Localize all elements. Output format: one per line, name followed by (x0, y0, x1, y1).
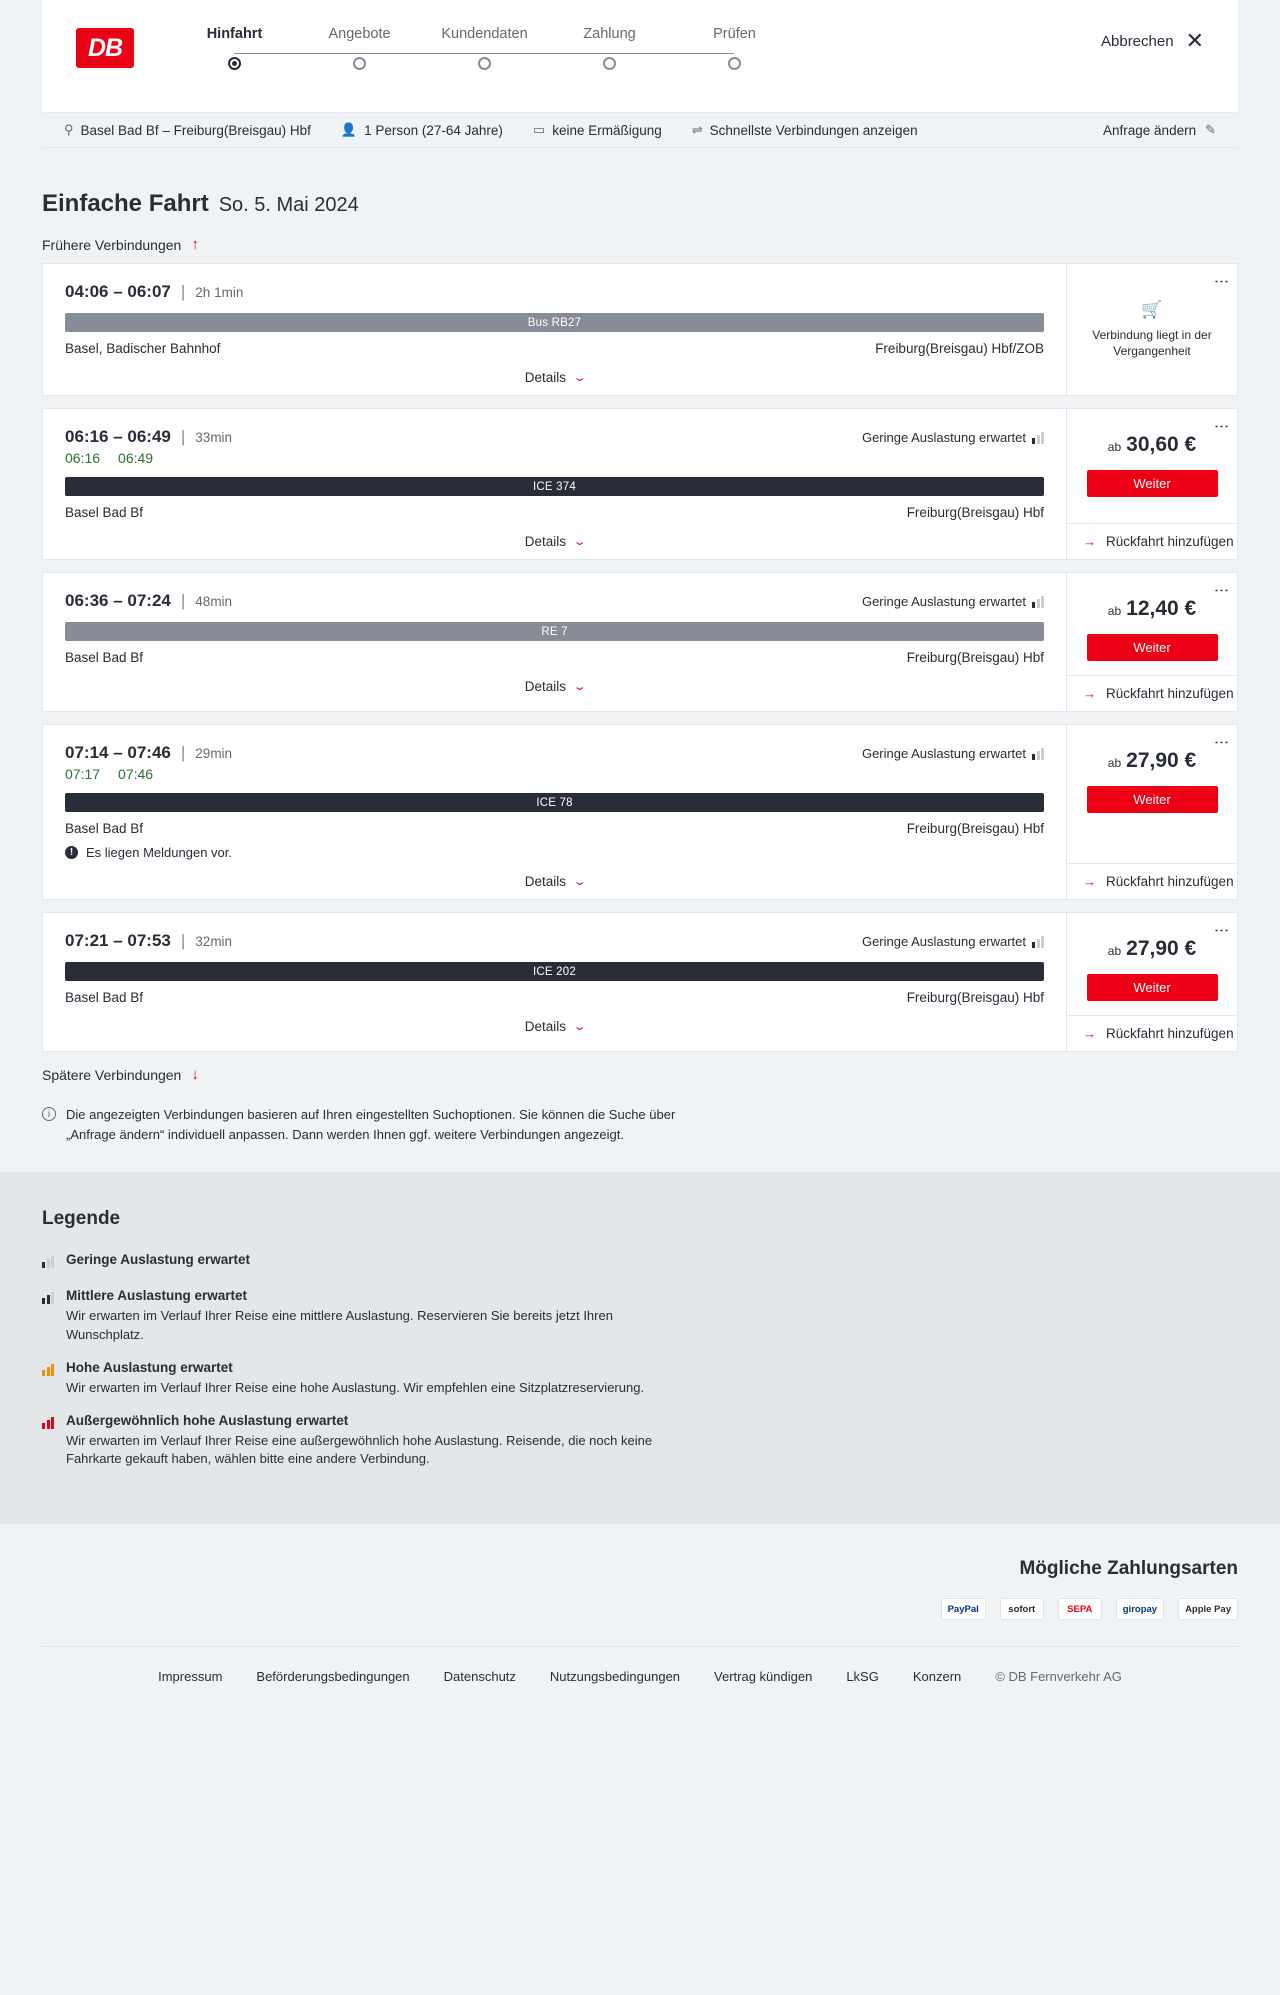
add-return-trip-button[interactable] (1067, 1015, 1237, 1051)
chevron-down-icon: ⌄ (572, 372, 587, 384)
connection-time: 06:16 – 06:49 (65, 427, 171, 446)
connection-notice-label: Es liegen Meldungen vor. (86, 845, 232, 860)
add-return-trip-label: Rückfahrt hinzufügen (1106, 874, 1234, 889)
price (1108, 433, 1196, 457)
connection-card (42, 263, 1238, 396)
destination-station: Freiburg(Breisgau) Hbf/ZOB (875, 341, 1044, 356)
add-return-trip-button[interactable] (1067, 863, 1237, 899)
page-footer (0, 1524, 1280, 1714)
destination-station: Freiburg(Breisgau) Hbf (906, 821, 1044, 836)
later-connections-label: Spätere Verbindungen (42, 1066, 182, 1083)
destination-station: Freiburg(Breisgau) Hbf (906, 505, 1044, 520)
chevron-down-icon: ⌄ (572, 1021, 587, 1033)
person-icon: 👤 (340, 122, 358, 137)
arrow-up-icon: ↑ (191, 236, 199, 253)
legend-title: Legende (42, 1208, 121, 1229)
station-row (65, 505, 1044, 520)
arrow-right-icon: → (1083, 1026, 1096, 1041)
step-hinfahrt[interactable] (172, 26, 297, 70)
details-toggle[interactable] (65, 534, 1044, 549)
legend-item-label: Hohe Auslastung erwartet (66, 1359, 233, 1375)
more-options-icon[interactable]: ⋮ (1213, 923, 1230, 938)
summary-passengers (341, 122, 503, 138)
details-toggle[interactable] (65, 370, 1044, 385)
connection-duration: 32min (195, 934, 233, 949)
connection-action-area (1067, 913, 1237, 1051)
realtime-row (65, 766, 1044, 782)
more-options-icon[interactable]: ⋮ (1213, 419, 1230, 434)
details-label: Details (524, 874, 567, 889)
origin-station: Basel Bad Bf (65, 821, 144, 836)
legend-item-desc: Wir erwarten im Verlauf Ihrer Reise eine mittlere Auslastung. Reservieren Sie bereits jetzt Ihren Wunschplatz. (66, 1308, 613, 1342)
utilisation-bars-icon (42, 1360, 54, 1398)
continue-button[interactable]: Weiter (1087, 974, 1218, 1001)
continue-button[interactable]: Weiter (1087, 634, 1218, 661)
continue-button[interactable]: Weiter (1087, 786, 1218, 813)
step-label: Hinfahrt (206, 26, 263, 42)
price-value: 30,60 € (1126, 433, 1197, 456)
realtime-row (65, 450, 1044, 466)
price (1108, 597, 1196, 621)
payment-methods (42, 1598, 1238, 1646)
step-connector (484, 53, 609, 54)
change-request-button[interactable] (1103, 122, 1216, 138)
legend-item-label: Geringe Auslastung erwartet (66, 1252, 251, 1267)
price-area (1067, 573, 1237, 675)
summary-option-label: Schnellste Verbindungen anzeigen (709, 122, 918, 138)
connection-time: 07:21 – 07:53 (65, 931, 171, 950)
legend-item-desc: Wir erwarten im Verlauf Ihrer Reise eine außergewöhnlich hohe Auslastung. Reisende, die noch keine Fahrkarte gekauft haben, wählen bitte eine andere Verbindung. (66, 1432, 653, 1467)
connection-card (42, 912, 1238, 1052)
price-value: 12,40 € (1126, 597, 1197, 620)
train-badge[interactable]: ICE 374 (65, 477, 1044, 496)
connection-card (42, 408, 1238, 560)
copyright: © DB Fernverkehr AG (995, 1669, 1122, 1685)
price-area (1067, 913, 1237, 1015)
search-summary-bar (42, 113, 1238, 148)
connection-duration: 48min (195, 594, 233, 609)
connection-action-area (1067, 725, 1237, 899)
arrow-right-icon: → (1083, 686, 1096, 701)
search-hint-text: Die angezeigten Verbindungen basieren auf Ihren eingestellten Suchoptionen. Sie können die Suche über „Anfrage ändern“ individuell anpassen. Dann werden Ihnen ggf. weitere Verbindungen angezeigt. (66, 1107, 676, 1142)
destination-station: Freiburg(Breisgau) Hbf (906, 990, 1044, 1005)
footer-link[interactable]: Datenschutz (443, 1669, 516, 1685)
details-toggle[interactable] (65, 679, 1044, 694)
connection-duration: 2h 1min (195, 285, 244, 300)
footer-link[interactable]: Vertrag kündigen (714, 1669, 813, 1685)
separator: | (180, 427, 186, 446)
earlier-connections-label: Frühere Verbindungen (42, 236, 182, 253)
step-dot-icon (728, 57, 741, 70)
cart-icon: 🛒 (1141, 299, 1163, 319)
step-label: Kundendaten (441, 26, 528, 42)
step-prüfen[interactable] (672, 26, 797, 70)
arrow-down-icon: ↓ (191, 1066, 199, 1083)
step-connector (609, 53, 734, 54)
chevron-down-icon: ⌄ (572, 876, 587, 888)
utilisation-label: Geringe Auslastung erwartet (861, 746, 1026, 761)
separator: | (180, 743, 186, 762)
payment-title: Mögliche Zahlungsarten (1019, 1558, 1238, 1580)
page-title-text: Einfache Fahrt (42, 190, 209, 217)
separator: | (180, 931, 186, 950)
price-prefix: ab (1107, 440, 1122, 454)
legend-item (42, 1360, 1238, 1398)
connection-action-area (1067, 409, 1237, 559)
legend-item-label: Mittlere Auslastung erwartet (66, 1288, 248, 1303)
more-options-icon[interactable]: ⋮ (1213, 274, 1230, 289)
location-pin-icon: ⚲ (64, 122, 74, 137)
footer-link[interactable]: LkSG (846, 1669, 879, 1685)
train-badge[interactable]: Bus RB27 (65, 313, 1044, 332)
more-options-icon[interactable]: ⋮ (1213, 583, 1230, 598)
step-dot-icon (603, 57, 616, 70)
step-kundendaten[interactable] (422, 26, 547, 70)
past-connection-note (1067, 264, 1237, 395)
change-request-label: Anfrage ändern (1103, 122, 1197, 138)
utilisation-indicator (862, 594, 1044, 609)
connection-duration: 29min (195, 746, 233, 761)
app-header (42, 0, 1238, 113)
utilisation-bars-icon (1032, 432, 1044, 444)
connection-header (65, 931, 1044, 951)
connection-time: 06:36 – 07:24 (65, 591, 171, 610)
utilisation-label: Geringe Auslastung erwartet (861, 430, 1026, 445)
connection-card (42, 724, 1238, 900)
footer-links (42, 1646, 1238, 1714)
step-connector (359, 53, 484, 54)
price (1108, 749, 1196, 773)
connection-details-area (43, 913, 1067, 1051)
separator: | (180, 282, 186, 301)
details-label: Details (524, 1019, 567, 1034)
more-options-icon[interactable]: ⋮ (1213, 735, 1230, 750)
legend-text (66, 1288, 666, 1345)
price-prefix: ab (1107, 944, 1122, 958)
utilisation-bars-icon (1032, 748, 1044, 760)
checkout-stepper (172, 26, 1101, 70)
chevron-down-icon: ⌄ (572, 536, 587, 548)
utilisation-bars-icon (42, 1252, 54, 1273)
utilisation-bars-icon (42, 1288, 54, 1345)
chevron-down-icon: ⌄ (572, 681, 587, 693)
price-prefix: ab (1107, 604, 1122, 618)
station-row (65, 650, 1044, 665)
add-return-trip-button[interactable] (1067, 675, 1237, 711)
step-label: Zahlung (583, 26, 636, 42)
payment-method-paypal: PayPal (941, 1598, 986, 1620)
utilisation-indicator (862, 430, 1044, 445)
footer-link[interactable]: Beförderungsbedingungen (256, 1669, 410, 1685)
payment-method-applepay: Apple Pay (1178, 1598, 1238, 1620)
realtime-departure: 07:17 (65, 766, 101, 782)
past-connection-text: Verbindung liegt in der Vergangenheit (1092, 327, 1212, 358)
step-dot-icon (353, 57, 366, 70)
page-title-date: So. 5. Mai 2024 (218, 194, 359, 216)
legend-text (66, 1413, 666, 1470)
footer-link[interactable]: Konzern (912, 1669, 962, 1685)
payment-method-sofort: sofort (1000, 1598, 1044, 1620)
price (1108, 937, 1196, 961)
price-prefix: ab (1107, 756, 1122, 770)
connection-time: 07:14 – 07:46 (65, 743, 171, 762)
train-badge[interactable]: ICE 78 (65, 793, 1044, 812)
payment-method-giropay: giropay (1116, 1598, 1164, 1620)
legend-item-label: Außergewöhnlich hohe Auslastung erwartet (66, 1412, 349, 1428)
legend-text (66, 1252, 250, 1273)
train-badge[interactable]: RE 7 (65, 622, 1044, 641)
legend-list (42, 1252, 1238, 1469)
destination-station: Freiburg(Breisgau) Hbf (906, 650, 1044, 665)
search-hint (42, 1105, 682, 1144)
details-label: Details (524, 534, 567, 549)
step-label: Prüfen (713, 26, 756, 42)
connection-details-area (43, 264, 1067, 395)
origin-station: Basel Bad Bf (65, 650, 144, 665)
warning-icon: ! (65, 846, 78, 859)
add-return-trip-label: Rückfahrt hinzufügen (1106, 686, 1234, 701)
later-connections-button[interactable] (42, 1066, 1238, 1083)
station-row (65, 341, 1044, 356)
connection-details-area (43, 725, 1067, 899)
origin-station: Basel Bad Bf (65, 990, 144, 1005)
step-dot-icon (478, 57, 491, 70)
add-return-trip-button[interactable] (1067, 523, 1237, 559)
connection-notice[interactable] (65, 845, 1044, 860)
origin-station: Basel Bad Bf (65, 505, 144, 520)
step-label: Angebote (328, 26, 391, 42)
details-toggle[interactable] (65, 1019, 1044, 1034)
step-dot-icon (228, 57, 241, 70)
realtime-departure: 06:16 (65, 450, 101, 466)
realtime-arrival: 07:46 (118, 766, 154, 782)
step-connector (234, 53, 359, 54)
utilisation-indicator (862, 934, 1044, 949)
legend-text (66, 1360, 644, 1398)
arrow-right-icon: → (1083, 874, 1096, 889)
connection-details-area (43, 409, 1067, 559)
payment-method-sepa: SEPA (1058, 1598, 1102, 1620)
details-label: Details (524, 679, 567, 694)
results-main (0, 190, 1280, 1172)
connection-list (42, 263, 1238, 1052)
connection-header (65, 743, 1044, 763)
connection-details-area (43, 573, 1067, 711)
summary-route-label: Basel Bad Bf – Freiburg(Breisgau) Hbf (80, 122, 311, 138)
earlier-connections-button[interactable] (42, 236, 1238, 253)
connection-card (42, 572, 1238, 712)
connection-header (65, 427, 1044, 447)
details-label: Details (524, 370, 567, 385)
price-value: 27,90 € (1126, 937, 1197, 960)
connection-duration: 33min (195, 430, 233, 445)
footer-link[interactable]: Impressum (158, 1669, 223, 1685)
legend-item (42, 1413, 1238, 1470)
origin-station: Basel, Badischer Bahnhof (65, 341, 221, 356)
station-row (65, 990, 1044, 1005)
legend-item-desc: Wir erwarten im Verlauf Ihrer Reise eine hohe Auslastung. Wir empfehlen eine Sitzplatzreservierung. (66, 1379, 645, 1395)
arrow-right-icon: → (1083, 534, 1096, 549)
realtime-arrival: 06:49 (118, 450, 154, 466)
options-icon: ⇌ (691, 122, 703, 137)
utilisation-bars-icon (1032, 596, 1044, 608)
continue-button[interactable]: Weiter (1087, 470, 1218, 497)
summary-route (64, 122, 311, 138)
step-zahlung[interactable] (547, 26, 672, 70)
price-value: 27,90 € (1126, 749, 1197, 772)
connection-header (65, 591, 1044, 611)
card-icon: ▭ (532, 122, 546, 137)
summary-discount-label: keine Ermäßigung (552, 122, 662, 138)
info-icon: i (42, 1107, 56, 1121)
utilisation-label: Geringe Auslastung erwartet (861, 934, 1026, 949)
cancel-button[interactable] (1101, 30, 1204, 52)
summary-option (692, 122, 918, 138)
price-area (1067, 409, 1237, 523)
add-return-trip-label: Rückfahrt hinzufügen (1106, 534, 1234, 549)
pencil-icon[interactable]: ✎ (1205, 122, 1216, 137)
legend-section (0, 1172, 1280, 1524)
separator: | (180, 591, 186, 610)
connection-header (65, 282, 1044, 302)
legend-item (42, 1252, 1238, 1273)
add-return-trip-label: Rückfahrt hinzufügen (1106, 1026, 1234, 1041)
connection-action-area (1067, 573, 1237, 711)
cancel-label: Abbrechen (1101, 32, 1174, 50)
page-title (42, 190, 1238, 218)
utilisation-bars-icon (42, 1413, 54, 1470)
utilisation-bars-icon (1032, 936, 1044, 948)
summary-passengers-label: 1 Person (27-64 Jahre) (364, 122, 503, 138)
train-badge[interactable]: ICE 202 (65, 962, 1044, 981)
details-toggle[interactable] (65, 874, 1044, 889)
utilisation-indicator (862, 746, 1044, 761)
connection-time: 04:06 – 06:07 (65, 282, 171, 301)
close-icon[interactable]: ✕ (1185, 28, 1204, 53)
price-area (1067, 725, 1237, 863)
db-logo: DB (76, 28, 134, 68)
footer-link[interactable]: Nutzungsbedingungen (549, 1669, 681, 1685)
connection-action-area (1067, 264, 1237, 395)
summary-discount (533, 122, 662, 138)
utilisation-label: Geringe Auslastung erwartet (861, 594, 1026, 609)
station-row (65, 821, 1044, 836)
step-angebote[interactable] (297, 26, 422, 70)
legend-item (42, 1288, 1238, 1345)
